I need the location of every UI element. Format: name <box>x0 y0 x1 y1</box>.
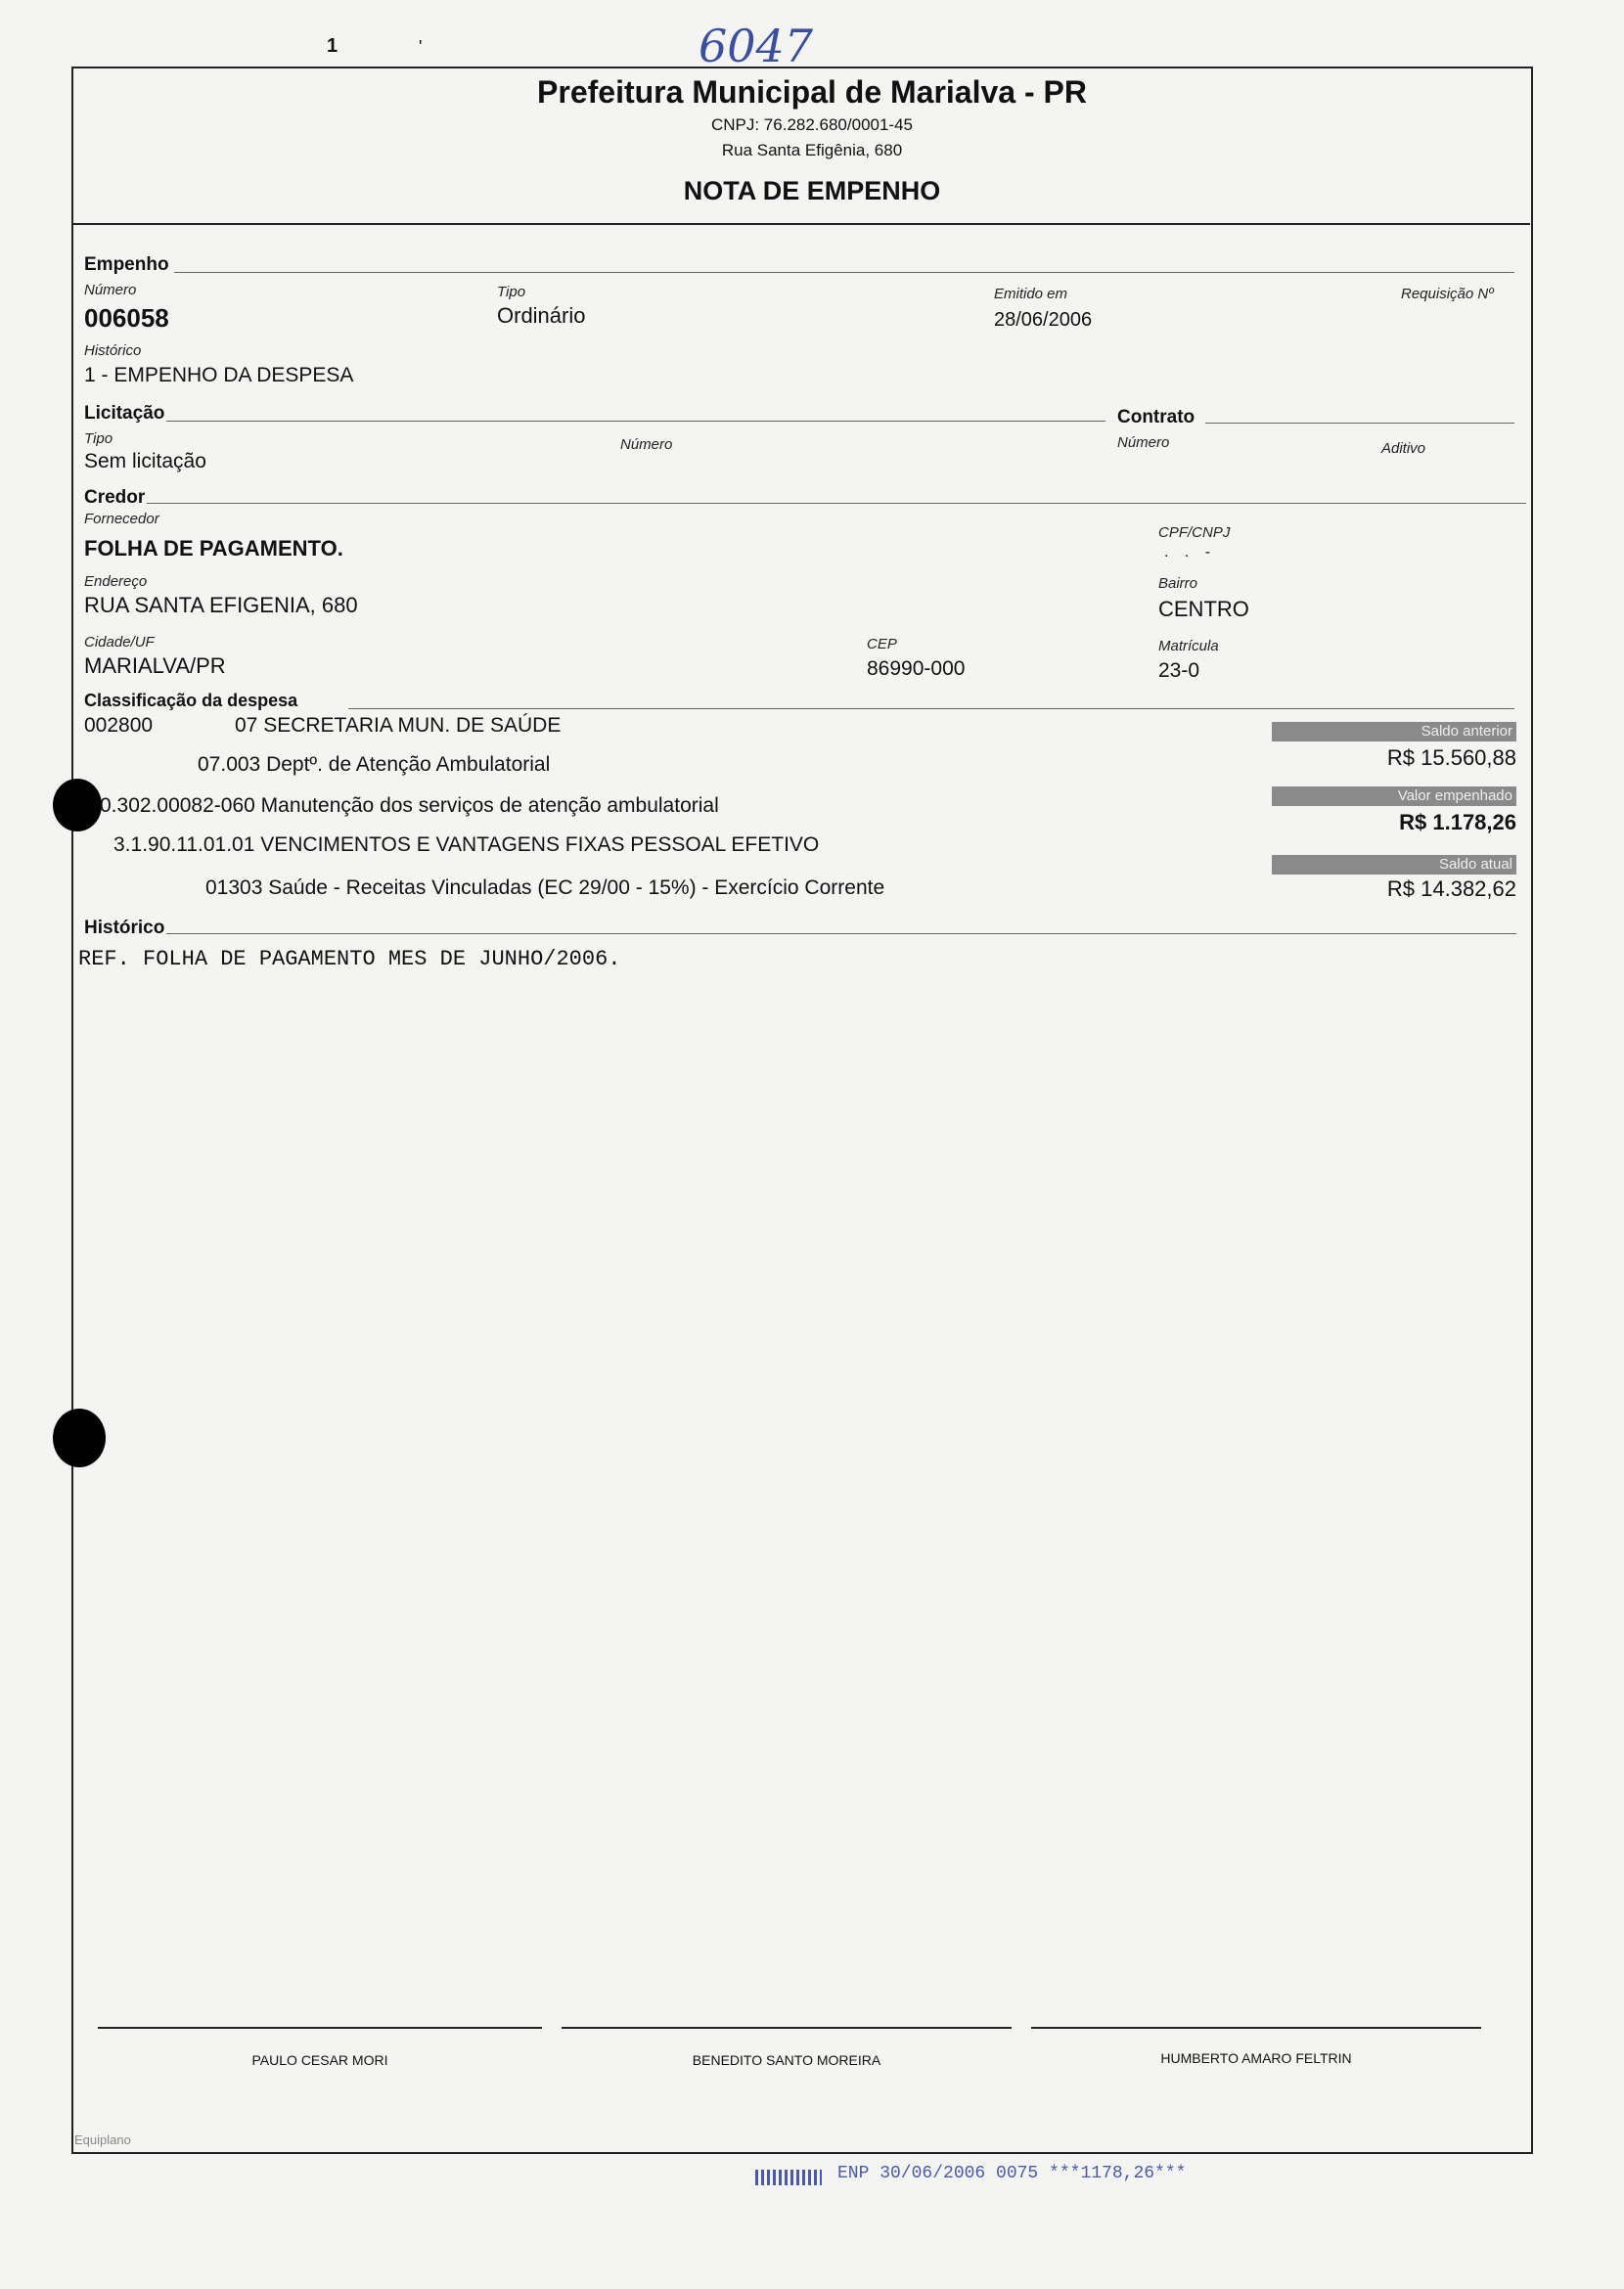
credor-cep: 86990-000 <box>867 657 966 680</box>
section-historico: Histórico <box>84 918 165 938</box>
label-numero: Número <box>84 282 137 298</box>
credor-cidade: MARIALVA/PR <box>84 653 226 678</box>
document-title: NOTA DE EMPENHO <box>683 176 941 205</box>
licitacao-tipo: Sem licitação <box>84 450 206 472</box>
divider-licitacao <box>166 421 1105 422</box>
signature-line-3 <box>1031 2027 1481 2029</box>
page-title: Prefeitura Municipal de Marialva - PR <box>537 74 1087 110</box>
section-licitacao: Licitação <box>84 403 165 424</box>
cnpj-text: CNPJ: 76.282.680/0001-45 <box>710 115 914 134</box>
empenho-numero: 006058 <box>84 303 169 333</box>
saldo-anterior-bar: Saldo anterior <box>1272 722 1516 741</box>
label-bairro: Bairro <box>1158 575 1198 592</box>
label-emitido: Emitido em <box>994 286 1068 302</box>
label-licitacao-numero: Número <box>620 436 673 453</box>
signature-name-2: BENEDITO SANTO MOREIRA <box>692 2052 881 2068</box>
footer-stamp-icon <box>755 2170 822 2185</box>
signature-line-1 <box>98 2027 542 2029</box>
header-divider <box>72 223 1530 225</box>
divider-empenho <box>174 272 1514 273</box>
valor-empenhado-value: R$ 1.178,26 <box>1399 810 1516 834</box>
punch-hole-bottom <box>53 1409 106 1467</box>
label-contrato-numero: Número <box>1117 434 1170 451</box>
divider-contrato <box>1205 423 1514 424</box>
label-fornecedor: Fornecedor <box>84 511 159 527</box>
signature-name-1: PAULO CESAR MORI <box>251 2052 388 2068</box>
label-requisicao: Requisição Nº <box>1401 286 1494 302</box>
credor-matricula: 23-0 <box>1158 659 1200 682</box>
label-licitacao-tipo: Tipo <box>84 430 113 447</box>
saldo-anterior-value: R$ 15.560,88 <box>1386 745 1516 770</box>
empenho-emitido: 28/06/2006 <box>994 309 1093 331</box>
saldo-atual-value: R$ 14.382,62 <box>1386 876 1516 901</box>
classificacao-line4: 3.1.90.11.01.01 VENCIMENTOS E VANTAGENS FIXAS PESSOAL EFETIVO <box>113 833 820 856</box>
footer-stamp: ENP 30/06/2006 0075 ***1178,26*** <box>837 2164 1187 2183</box>
section-classificacao: Classificação da despesa <box>84 691 298 710</box>
label-matricula: Matrícula <box>1158 638 1219 654</box>
divider-classificacao <box>348 708 1514 709</box>
section-empenho: Empenho <box>84 254 169 275</box>
classificacao-line3: 0.302.00082-060 Manutenção dos serviços de atenção ambulatorial <box>100 794 719 817</box>
address-text: Rua Santa Efigênia, 680 <box>721 141 903 159</box>
label-tipo: Tipo <box>497 284 526 300</box>
top-mark-1: 1 <box>327 35 338 57</box>
credor-fornecedor: FOLHA DE PAGAMENTO. <box>84 536 343 561</box>
label-historico-empenho: Histórico <box>84 342 142 359</box>
punch-hole-top <box>53 779 102 831</box>
top-mark-2: ' <box>419 37 423 57</box>
signature-line-2 <box>562 2027 1012 2029</box>
label-contrato-aditivo: Aditivo <box>1381 440 1426 457</box>
footer-brand: Equiplano <box>74 2132 131 2147</box>
saldo-atual-bar: Saldo atual <box>1272 855 1516 875</box>
classificacao-line5: 01303 Saúde - Receitas Vinculadas (EC 29/00 - 15%) - Exercício Corrente <box>205 876 885 899</box>
credor-endereco: RUA SANTA EFIGENIA, 680 <box>84 593 358 617</box>
label-cep: CEP <box>867 636 897 652</box>
credor-cpf: . . - <box>1164 544 1217 561</box>
signature-name-3: HUMBERTO AMARO FELTRIN <box>1160 2050 1352 2066</box>
empenho-historico: 1 - EMPENHO DA DESPESA <box>84 364 354 386</box>
handwritten-number: 6047 <box>699 20 814 72</box>
divider-credor <box>147 503 1526 504</box>
classificacao-line1: 07 SECRETARIA MUN. DE SAÚDE <box>235 714 562 737</box>
section-contrato: Contrato <box>1117 407 1195 427</box>
label-cpf: CPF/CNPJ <box>1158 524 1231 541</box>
historico-text: REF. FOLHA DE PAGAMENTO MES DE JUNHO/2006. <box>78 947 621 971</box>
classificacao-line2: 07.003 Deptº. de Atenção Ambulatorial <box>198 753 551 776</box>
divider-historico <box>166 933 1516 934</box>
label-endereco: Endereço <box>84 573 148 590</box>
credor-bairro: CENTRO <box>1158 597 1249 621</box>
empenho-tipo: Ordinário <box>497 303 586 328</box>
label-cidade: Cidade/UF <box>84 634 155 651</box>
classificacao-code: 002800 <box>84 714 154 737</box>
section-credor: Credor <box>84 487 146 508</box>
valor-empenhado-bar: Valor empenhado <box>1272 786 1516 806</box>
